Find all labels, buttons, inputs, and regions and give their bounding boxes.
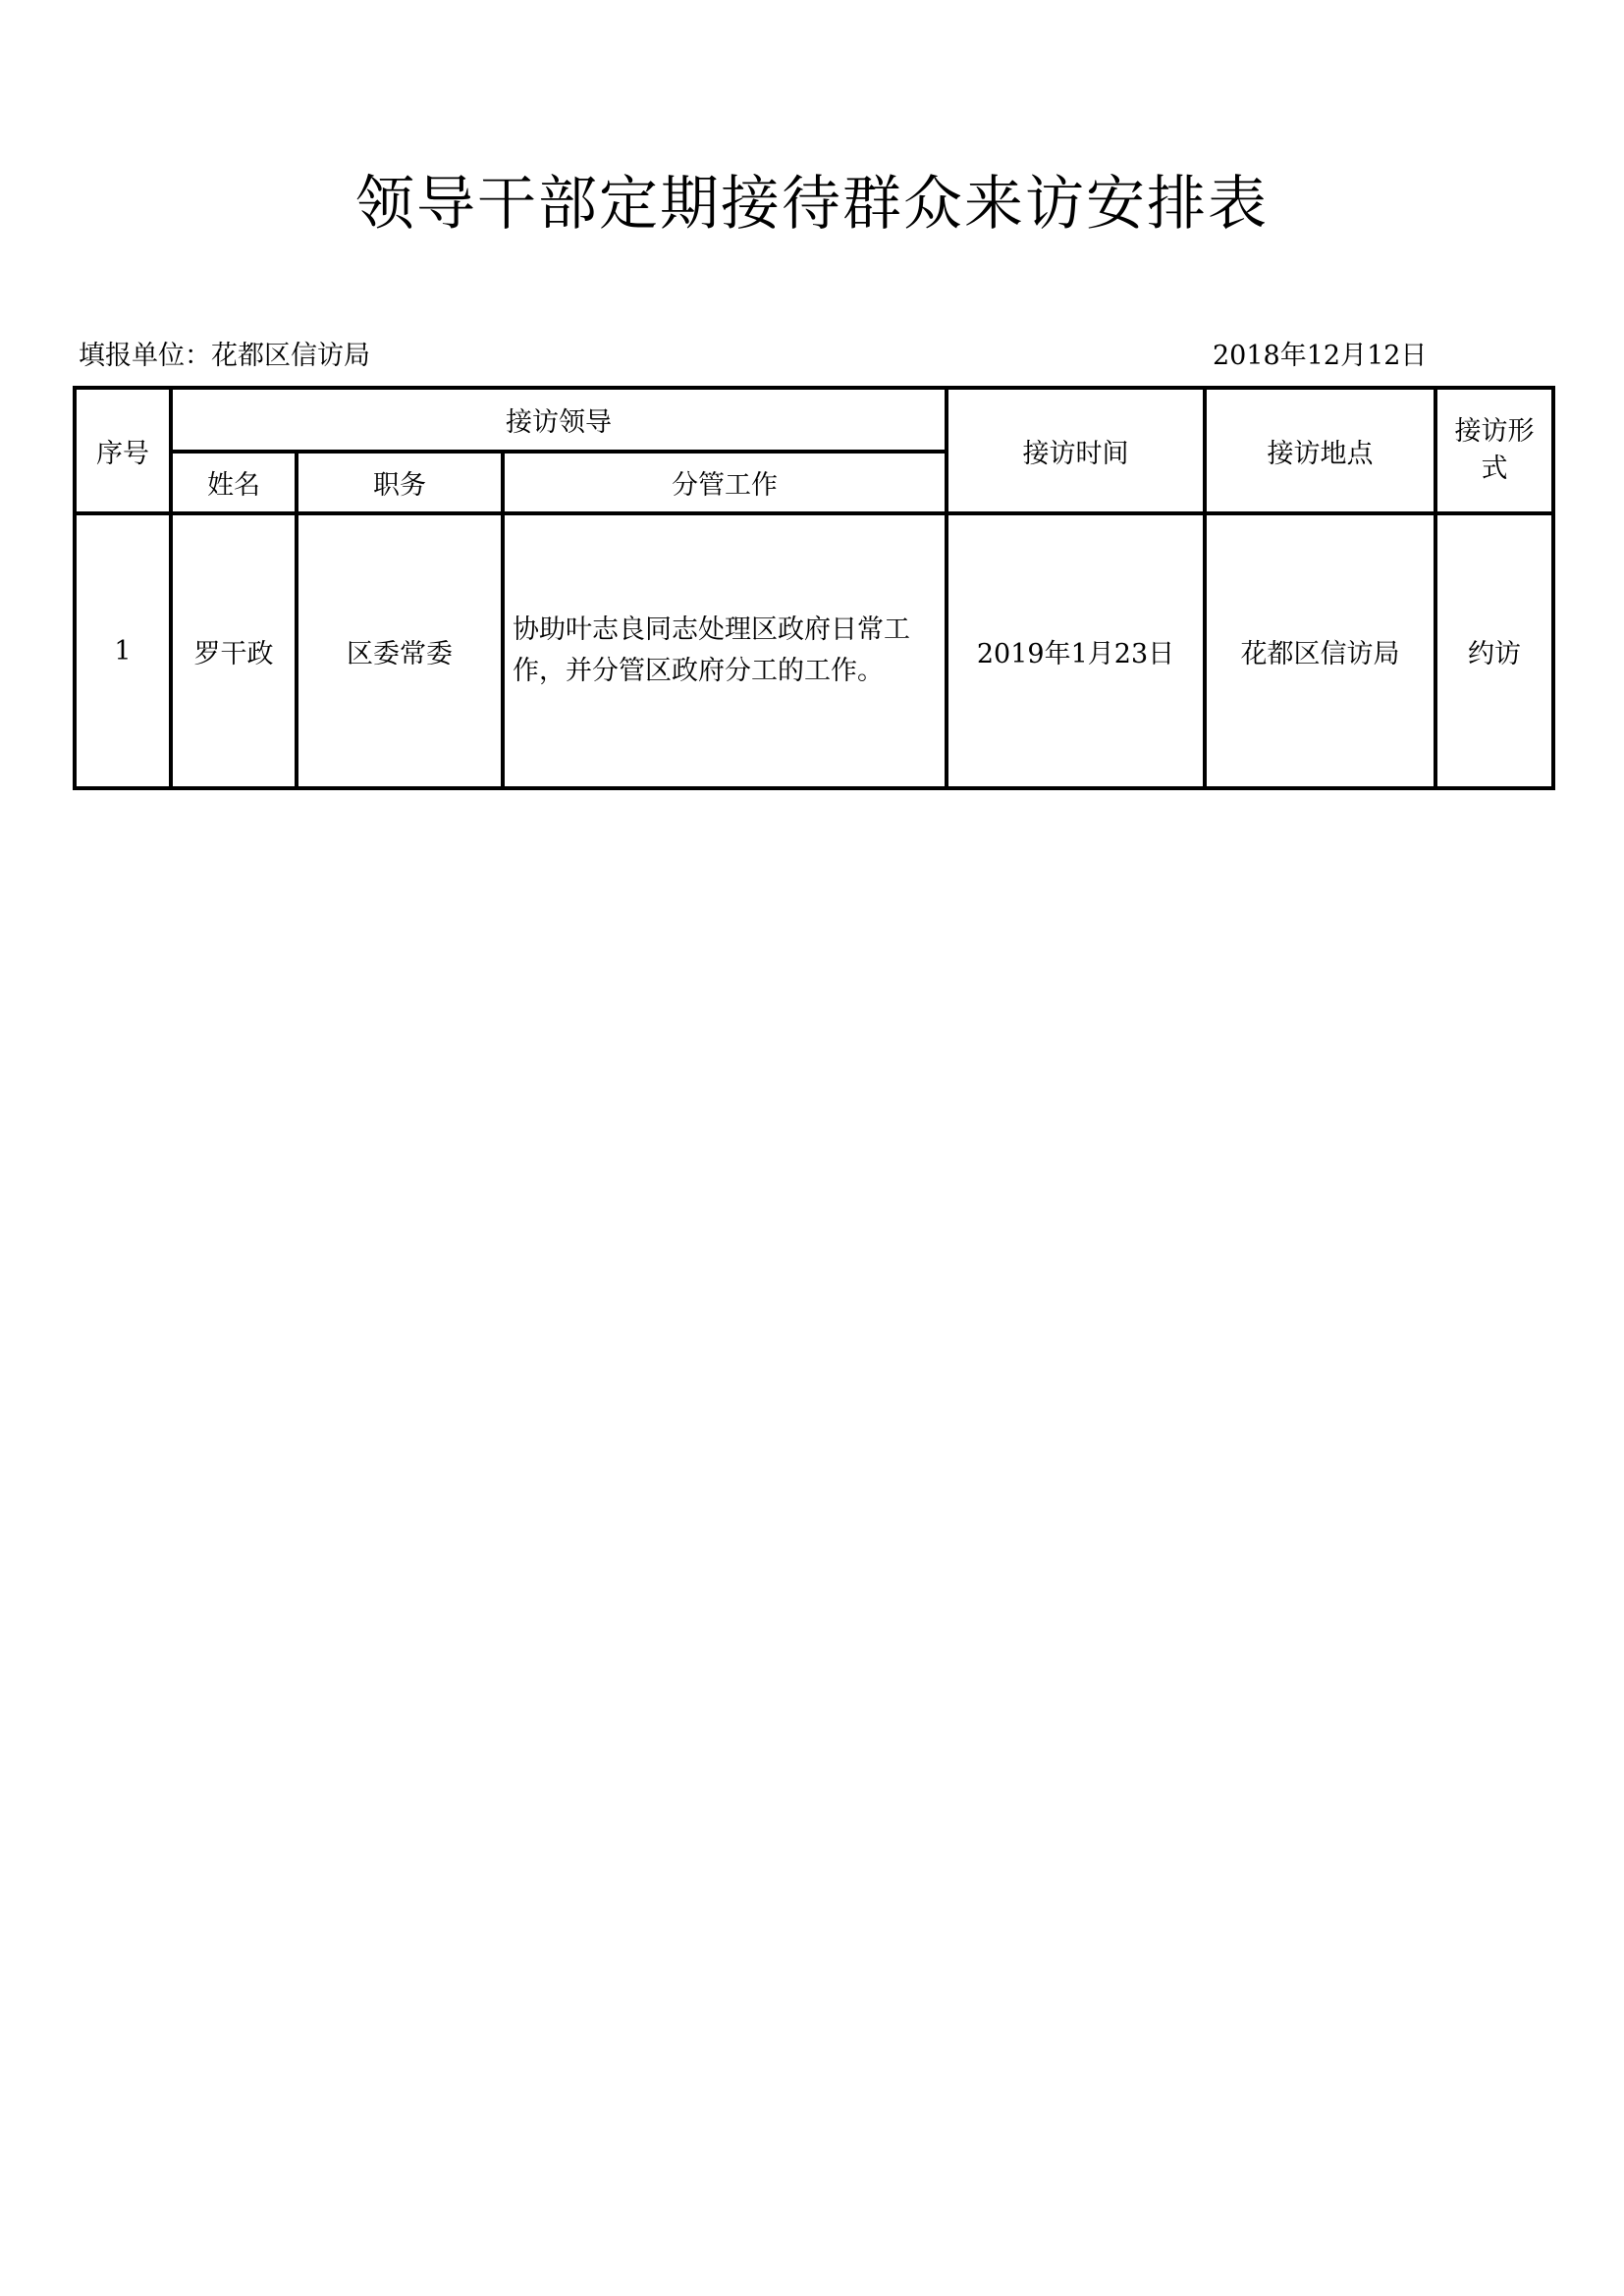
schedule-table: [73, 386, 1555, 790]
page-title: 领导干部定期接待群众来访安排表: [355, 170, 1269, 239]
cell-time: 2019年1月23日: [947, 513, 1205, 788]
header-leader-group: 接访领导: [171, 388, 947, 452]
header-seq: 序号: [75, 388, 171, 513]
header-name: 姓名: [171, 452, 297, 513]
header-row-1: [75, 388, 1553, 452]
cell-seq: 1: [75, 513, 171, 788]
cell-position: 区委常委: [297, 513, 503, 788]
reporting-unit: 填报单位：花都区信访局: [79, 341, 370, 371]
table-row: [75, 513, 1553, 788]
header-position: 职务: [297, 452, 503, 513]
cell-location: 花都区信访局: [1205, 513, 1435, 788]
header-time: 接访时间: [947, 388, 1205, 513]
header-form: 接访形式: [1435, 388, 1553, 513]
cell-form: 约访: [1435, 513, 1553, 788]
header-responsibility: 分管工作: [503, 452, 947, 513]
report-date: 2018年12月12日: [1213, 341, 1428, 371]
cell-responsibility: 协助叶志良同志处理区政府日常工作，并分管区政府分工的工作。: [503, 513, 947, 788]
header-location: 接访地点: [1205, 388, 1435, 513]
cell-name: 罗干政: [171, 513, 297, 788]
